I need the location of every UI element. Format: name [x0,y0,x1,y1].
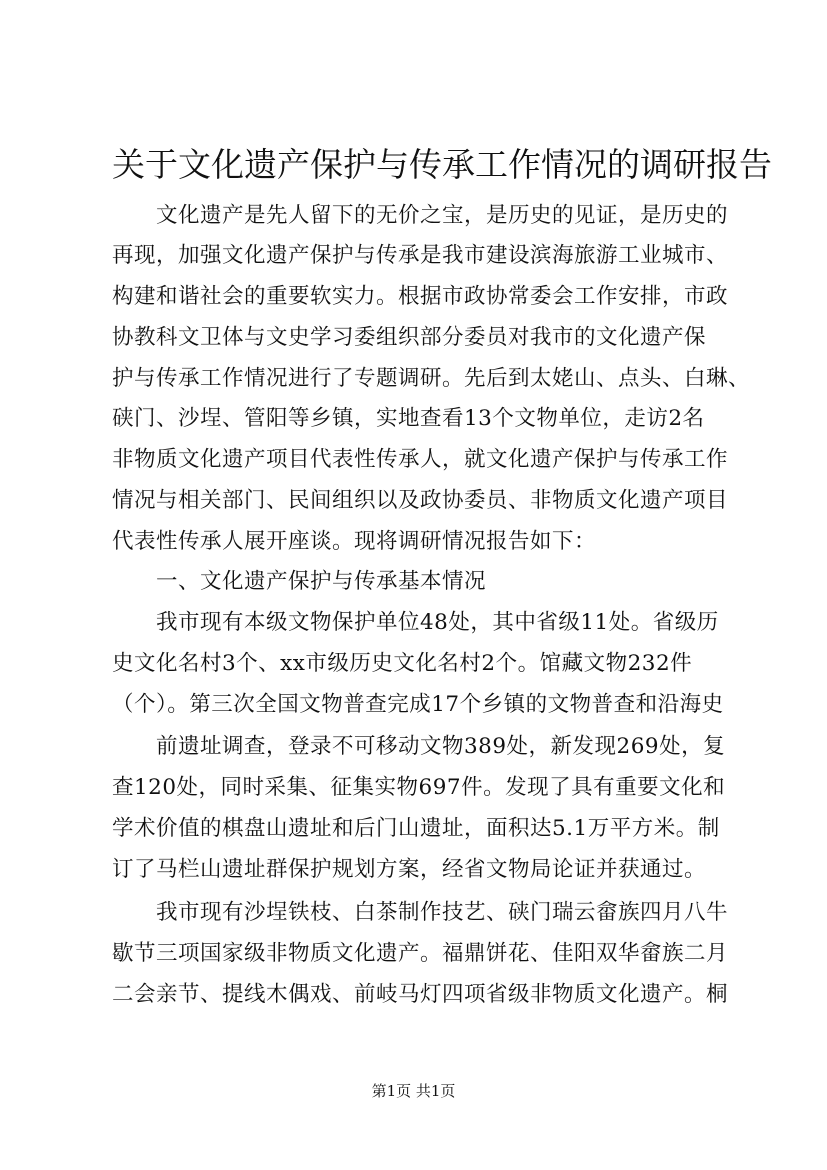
body-line: 文化遗产是先人留下的无价之宝，是历史的见证，是历史的 [112,203,729,228]
body-line: 我市现有本级文物保护单位48处，其中省级11处。省级历 [112,610,719,635]
body-line: 硖门、沙埕、管阳等乡镇，实地查看13个文物单位，走访2名 [112,406,705,431]
body-line: 查120处，同时采集、征集实物697件。发现了具有重要文化和 [112,775,726,800]
body-line: 构建和谐社会的重要软实力。根据市政协常委会工作安排，市政 [112,284,729,309]
body-line: 二会亲节、提线木偶戏、前岐马灯四项省级非物质文化遗产。桐 [112,982,729,1007]
body-line: 情况与相关部门、民间组织以及政协委员、非物质文化遗产项目 [112,488,729,513]
body-line: 再现，加强文化遗产保护与传承是我市建设滨海旅游工业城市、 [112,243,729,268]
body-line: 护与传承工作情况进行了专题调研。先后到太姥山、点头、白琳、 [112,366,751,391]
body-line: 学术价值的棋盘山遗址和后门山遗址，面积达5.1万平方米。制 [112,816,720,841]
body-line: 我市现有沙埕铁枝、白茶制作技艺、硖门瑞云畲族四月八牛 [112,900,729,925]
body-line: （个）。第三次全国文物普查完成17个乡镇的文物普查和沿海史 [112,692,724,717]
body-line: 代表性传承人展开座谈。现将调研情况报告如下： [112,529,597,554]
document-title: 关于文化遗产保护与传承工作情况的调研报告 [112,145,772,184]
body-line: 歇节三项国家级非物质文化遗产。福鼎饼花、佳阳双华畲族二月 [112,941,729,966]
body-line: 前遗址调查，登录不可移动文物389处，新发现269处，复 [112,734,726,759]
body-line: 协教科文卫体与文史学习委组织部分委员对我市的文化遗产保 [112,325,707,350]
body-line: 订了马栏山遗址群保护规划方案，经省文物局论证并获通过。 [112,857,707,882]
page-footer: 第1页 共1页 [371,1082,456,1100]
body-line: 史文化名村3个、xx市级历史文化名村2个。馆藏文物232件 [112,651,693,676]
section-heading: 一、文化遗产保护与传承基本情况 [112,569,487,594]
body-line: 非物质文化遗产项目代表性传承人，就文化遗产保护与传承工作 [112,447,729,472]
